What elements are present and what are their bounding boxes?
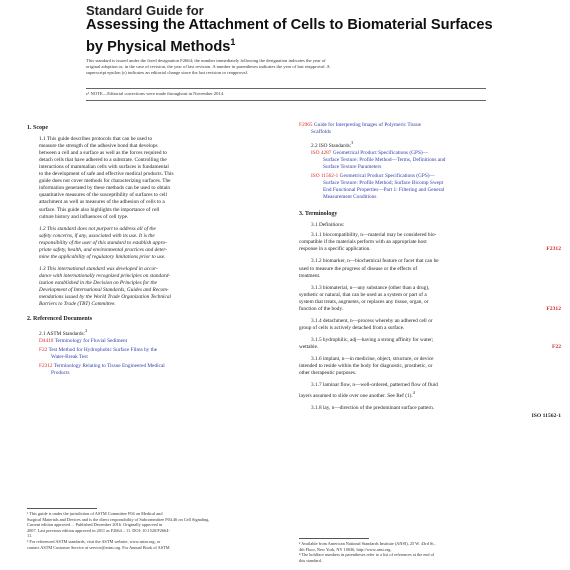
- text-line: [299, 306, 561, 313]
- title-footnote-marker: 1: [230, 37, 236, 47]
- footnote-marker: 2: [85, 328, 88, 334]
- text-fragment: wettable.: [299, 343, 319, 350]
- text-line: to the development of safe and effective medical products. This: [39, 171, 174, 178]
- text-line: 3.1.6 implant, n—in medicine, object, structure, or device: [311, 355, 434, 362]
- reference-title: Measurement Conditions: [323, 194, 377, 201]
- editorial-note: ε¹ NOTE—Editorial corrections were made throughout in November 2014.: [86, 91, 225, 96]
- text-line: 3.1.3 biomaterial, n—any substance (other than a drug),: [311, 284, 430, 291]
- reference-title: Products: [51, 370, 70, 377]
- text-line: Barriers to Trade (TBT) Committee.: [39, 301, 116, 308]
- iso-label-text: 2.2 ISO Standards:: [311, 142, 352, 149]
- designation-notice-line: This standard is issued under the fixed designation F2664; the number immediately following the designation indicates the year of: [86, 58, 326, 63]
- text-line: attachment as well as measures of the adhesion of cells to a: [39, 199, 165, 206]
- term-biomarker: [299, 258, 561, 279]
- reference-code: ISO 11562-1: [311, 173, 339, 180]
- text-line: information generated by these methods can be used to obtain: [39, 185, 171, 192]
- text-line: synthetic or natural, that can be used as a system or part of a: [299, 291, 427, 298]
- footnote-line: Current edition approved ... Published December 2016. Originally approved in: [27, 522, 163, 528]
- text-line: 3.1.1 biocompatibility, n—material may be considered bio-: [311, 232, 437, 239]
- text-line: treatment.: [299, 272, 321, 279]
- reference-f2965[interactable]: [299, 122, 561, 136]
- text-line: 1.3 This international standard was developed in accor-: [39, 265, 158, 272]
- footnote-line: ³ Available from American National Standards Institute (ANSI), 25 W. 43rd St.,: [299, 541, 436, 546]
- astm-standards-label: [39, 327, 289, 338]
- scope-paragraph-1-2: [27, 226, 289, 261]
- reference-code: ISO 4287: [311, 149, 332, 156]
- reference-d4410[interactable]: [39, 338, 289, 345]
- text-line: compatible if the materials perform with an appropriate host: [299, 239, 427, 246]
- term-detachment: [299, 318, 561, 332]
- text-line: detach cells that have adhered to a substrate. Controlling the: [39, 157, 167, 164]
- source-tag[interactable]: F2312: [546, 305, 561, 312]
- reference-title: Test Method for Hydrophobic Surface Films by the: [48, 347, 158, 354]
- header-divider: [86, 100, 486, 101]
- reference-title: Water-Break Test: [51, 354, 88, 361]
- reference-title: Terminology Relating to Tissue Engineered Medical: [53, 363, 165, 370]
- reference-title: End Functional Properties—Part 1: Filtering and General: [323, 187, 445, 194]
- text-line: safety concerns, if any, associated with its use. It is the: [39, 232, 155, 239]
- text-line: measure the strength of the adhesive bond that develops: [39, 143, 158, 150]
- text-line: 3.1.7 laminar flow, n—well-ordered, patterned flow of fluid: [311, 382, 438, 389]
- left-column: [27, 122, 289, 379]
- title-line-2: by Physical Methods: [86, 38, 231, 55]
- footnote-line: Surgical Materials and Devices and is the direct responsibility of Subcommittee F04.46 on Cell Signaling.: [27, 516, 210, 522]
- text-line: mendations issued by the World Trade Organization Technical: [39, 294, 171, 301]
- footnote-line: 11.: [27, 533, 33, 539]
- footnote-line: this standard.: [299, 557, 322, 563]
- section-heading-scope: 1. Scope: [27, 125, 48, 131]
- reference-title: Surface Texture: Profile Method; Surface Bicomp Swept: [323, 180, 444, 187]
- reference-f2312[interactable]: [39, 363, 289, 377]
- text-line: 3.1.5 hydrophilic, adj—having a strong affinity for water;: [311, 336, 434, 343]
- reference-title: Geometrical Product Specifications (GPS)—: [332, 149, 428, 156]
- text-line: quantitative measures of the susceptibility of surfaces to cell: [39, 192, 167, 199]
- text-line: interactions of mammalian cells with surfaces is fundamental: [39, 164, 169, 171]
- footnote-line: contact ASTM Customer Service at service@astm.org. For Annual Book of ASTM: [27, 544, 170, 550]
- scope-paragraph-1-3: [27, 266, 289, 308]
- term-implant: [299, 356, 561, 377]
- text-line: 3.1.8 lay, n—direction of the predominant surface pattern.: [311, 404, 435, 411]
- scope-paragraph-1-1: [27, 136, 289, 221]
- designation-notice-line: superscript epsilon (ε) indicates an editorial change since the last revision or reapproval.: [86, 70, 249, 76]
- text-line: intended to reside within the body for diagnostic, prosthetic, or: [299, 363, 433, 370]
- designation-notice: [86, 58, 486, 77]
- reference-code: F2312: [39, 363, 53, 370]
- text-line: guide does not cover methods for characterizing surfaces. The: [39, 178, 171, 185]
- reference-title: Terminology for Fluvial Sediment: [54, 337, 128, 344]
- footnote-divider: [27, 508, 97, 509]
- text-line: used to measure the progress of disease or the effects of: [299, 265, 418, 272]
- title-line-1: Assessing the Attachment of Cells to Biomaterial Surfaces: [86, 17, 493, 33]
- text-fragment: function of the body.: [299, 305, 344, 312]
- header-divider: [86, 88, 486, 89]
- reference-f22[interactable]: [39, 347, 289, 361]
- text-line: 1.2 This standard does not purport to address all of the: [39, 225, 156, 232]
- reference-code: F2965: [299, 122, 313, 128]
- text-line: responsibility of the user of this standard to establish appro-: [39, 239, 167, 246]
- term-biocompatibility: [299, 232, 561, 253]
- footnote-divider: [299, 538, 369, 539]
- footnotes-left: [27, 511, 289, 550]
- reference-iso-11562-1[interactable]: [311, 173, 561, 201]
- reference-code: F22: [39, 347, 48, 354]
- text-line: Development of International Standards, Guides and Recom-: [39, 286, 169, 293]
- text-line: surface. This guide also highlights the importance of cell: [39, 206, 160, 213]
- source-tag[interactable]: F22: [551, 343, 561, 350]
- footnote-line: ¹ This guide is under the jurisdiction of ASTM Committee F04 on Medical and: [27, 511, 163, 516]
- reference-title: Guide for Interpreting Images of Polymeric Tissue: [313, 122, 421, 128]
- term-lay: [299, 405, 561, 412]
- text-fragment: response in a specific application.: [299, 246, 371, 253]
- text-line: 3.1.4 detachment, n—process whereby an adhered cell or: [311, 317, 433, 324]
- text-line: priate safety, health, and environmental practices and deter-: [39, 246, 168, 253]
- right-column: [299, 122, 561, 420]
- reference-code: D4410: [39, 337, 54, 344]
- source-tag[interactable]: F2312: [546, 246, 561, 253]
- iso-standards-label: [311, 139, 561, 150]
- footnote-line: 4th Floor, New York, NY 10036, http://www.ansi.org.: [299, 546, 392, 552]
- section-heading-terminology: 3. Terminology: [299, 211, 338, 218]
- designation-notice-line: original adoption or, in the case of revision, the year of last revision. A number in parentheses indicates the year of last reapproval. A: [86, 64, 330, 70]
- document-subtitle: Standard Guide for: [86, 3, 204, 18]
- definitions-label: 3.1 Definitions:: [311, 222, 345, 229]
- text-line: dance with internationally recognized principles on standard-: [39, 272, 171, 279]
- source-tag-iso-11562-1[interactable]: ISO 11562-1: [531, 413, 561, 420]
- text-line: mine the applicability of regulatory limitations prior to use.: [39, 253, 166, 260]
- astm-label-text: 2.1 ASTM Standards:: [39, 330, 86, 337]
- reference-title: Surface Texture Parameters: [323, 164, 382, 170]
- term-laminar-flow: [299, 382, 561, 400]
- text-line: other therapeutic purposes.: [299, 370, 357, 377]
- document-title: [86, 17, 506, 56]
- footnote-line: ⁴ The boldface numbers in parentheses refer to a list of references at the end of: [299, 552, 435, 558]
- footnote-line: ² For referenced ASTM standards, visit the ASTM website, www.astm.org, or: [27, 538, 161, 544]
- term-biomaterial: [299, 285, 561, 313]
- text-line: 3.1.2 biomarker, n—biochemical feature or facet that can be: [311, 258, 439, 265]
- text-line: group of cells is actively detached from a surface.: [299, 324, 405, 331]
- reference-title: Surface Texture: Profile Method—Terms, Definitions and: [323, 156, 446, 163]
- text-line: [299, 389, 561, 400]
- text-line: 1.1 This guide describes protocols that can be used to: [39, 136, 153, 143]
- text-line: [299, 246, 561, 253]
- section-heading-referenced-documents: 2. Referenced Documents: [27, 316, 93, 323]
- reference-title: Scaffolds: [311, 129, 331, 136]
- footnote-marker: 3: [351, 140, 354, 146]
- text-line: [299, 344, 561, 351]
- footnote-marker: 4: [412, 390, 415, 396]
- text-line: system that treats, augments, or replaces any tissue, organ, or: [299, 298, 429, 305]
- footnotes-right: [299, 541, 561, 563]
- text-line: between a cell and a surface as well as the forces required to: [39, 150, 167, 157]
- reference-title: Geometrical Product Specifications (GPS)—: [339, 173, 435, 180]
- text-line: ization established in the Decision on Principles for the: [39, 279, 157, 286]
- reference-iso-4287[interactable]: [311, 150, 561, 171]
- text-line: culture history and influences of cell type.: [39, 213, 129, 220]
- term-hydrophilic: [299, 337, 561, 351]
- text-fragment: layers assumed to slide over one another. See Ref (1).: [299, 392, 413, 399]
- footnote-line: 2007. Last previous edition approved in 2011 as F2664 – 11. DOI: 10.1520/F2664-: [27, 527, 170, 533]
